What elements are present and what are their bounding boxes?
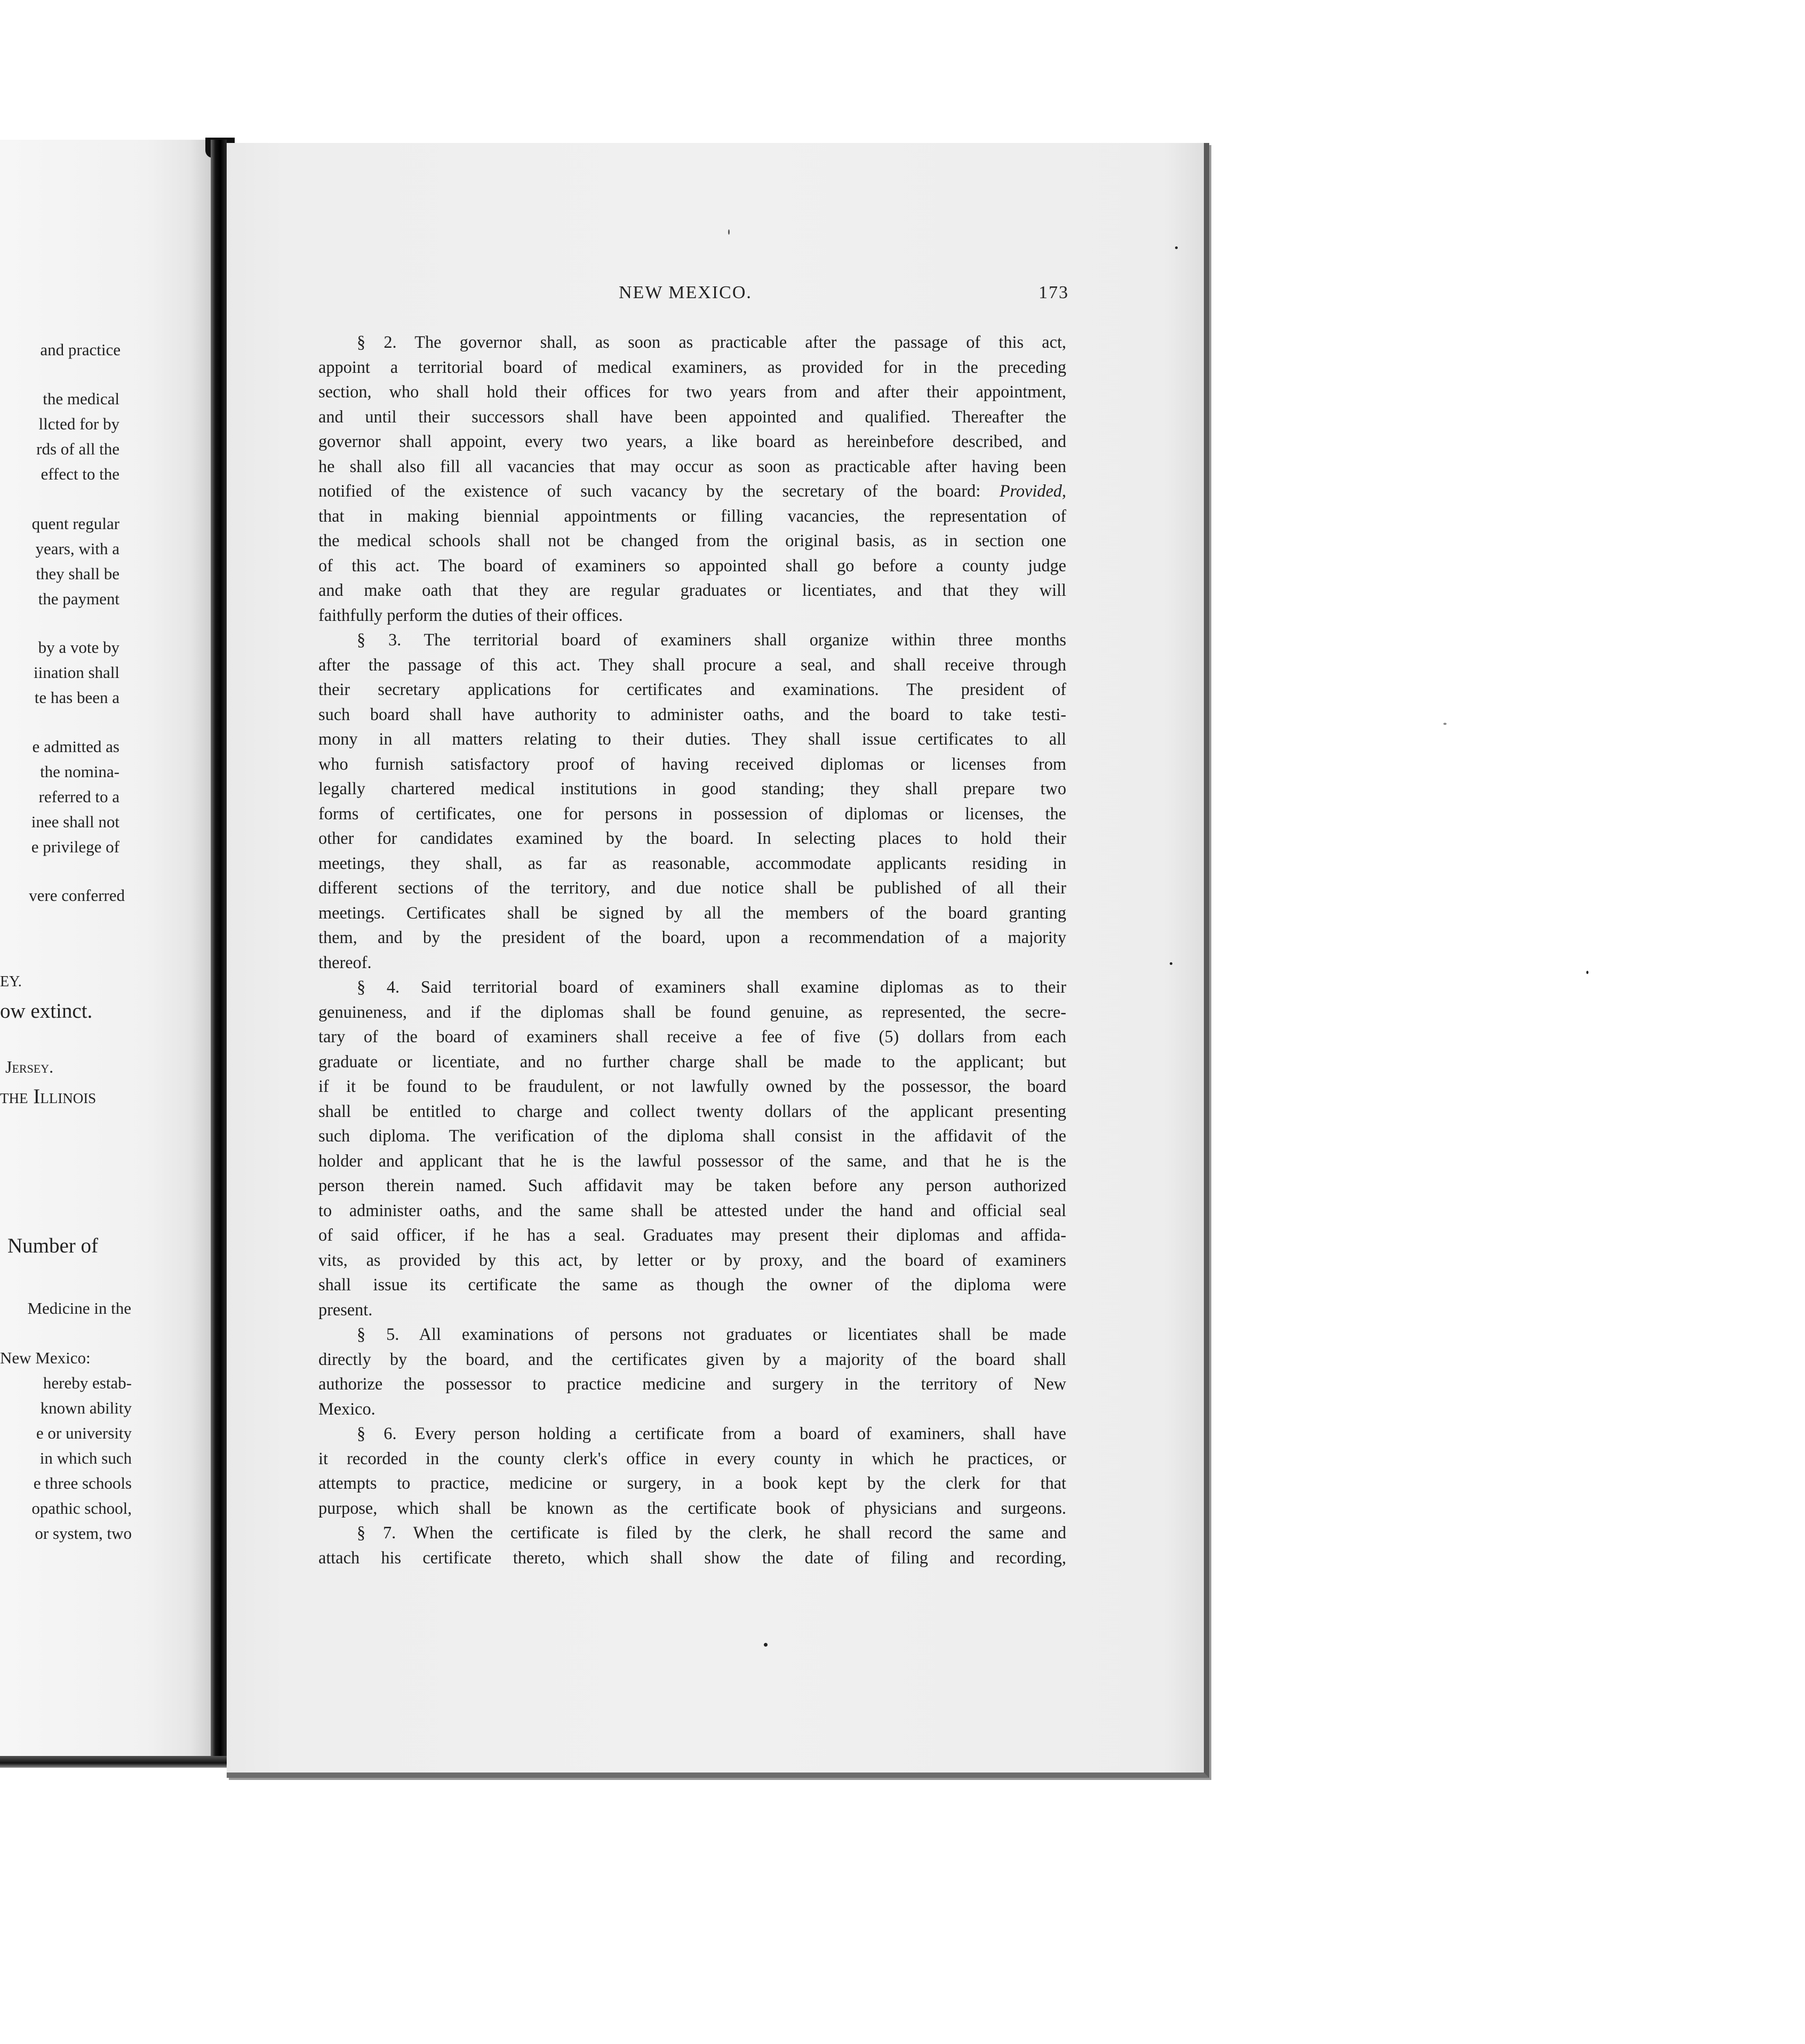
text-line: such diploma. The verification of the diploma shall consist in the affidavit of the (318, 1126, 1066, 1145)
text-line: of this act. The board of examiners so appointed shall go before a county judge (318, 555, 1066, 575)
text-line: genuineness, and if the diplomas shall be found genuine, as represented, the secre- (318, 1002, 1066, 1021)
left-page-line: Number of (7, 1234, 99, 1257)
text-line: appoint a territorial board of medical examiners, as provided for in the preceding (318, 357, 1066, 377)
left-page-line: e privilege of (31, 837, 119, 856)
text-line: them, and by the president of the board, upon a recommendation of a majority (318, 928, 1066, 947)
text-line: section, who shall hold their offices for two years from and after their appointment, (318, 382, 1066, 401)
left-page-line: quent regular (31, 514, 119, 533)
left-page-line: New Mexico: (0, 1348, 91, 1367)
italic-word: Provided, (999, 481, 1066, 500)
text-line: present. (318, 1299, 373, 1319)
text-line: after the passage of this act. They shall procure a seal, and shall receive through (318, 654, 1066, 674)
text-line: § 2. The governor shall, as soon as practicable after the passage of this act, (357, 332, 1066, 352)
text-line: authorize the possessor to practice medicine and surgery in the territory of New (318, 1374, 1066, 1393)
text-line: Mexico. (318, 1399, 376, 1418)
text-line: purpose, which shall be known as the certificate book of physicians and surgeons. (318, 1498, 1066, 1518)
left-page-line: opathic school, (31, 1499, 132, 1518)
left-page-line: the medical (43, 389, 119, 408)
text-line: § 7. When the certificate is filed by the clerk, he shall record the same and (357, 1523, 1066, 1542)
text-line: and until their successors shall have been appointed and qualified. Thereafter the (318, 406, 1066, 426)
book-page-173 (227, 143, 1209, 1778)
left-page-line: referred to a (38, 787, 119, 806)
text-line: graduate or licentiate, and no further charge shall be made to the applicant; but (318, 1051, 1066, 1071)
text-line: notified of the existence of such vacancy by the secretary of the board: Provided, (318, 481, 1066, 500)
scan-speck (1170, 962, 1172, 965)
left-page-line: the nomina- (40, 762, 119, 781)
text-line: person therein named. Such affidavit may be taken before any person authorized (318, 1176, 1066, 1195)
text-line: different sections of the territory, and due notice shall be published of all their (318, 878, 1066, 897)
text-line: thereof. (318, 952, 372, 972)
scan-speck (1175, 246, 1178, 249)
scan-speck (1586, 971, 1588, 974)
left-page-line: and practice (40, 340, 121, 359)
text-line: to administer oaths, and the same shall be attested under the hand and official seal (318, 1200, 1066, 1220)
left-page-line: ow extinct. (0, 1000, 93, 1023)
text-line: mony in all matters relating to their duties. They shall issue certificates to all (318, 729, 1066, 748)
left-page-line: hereby estab- (43, 1374, 132, 1392)
left-page-line: Jersey. (5, 1057, 54, 1076)
text-line: it recorded in the county clerk's office in every county in which he practices, or (318, 1448, 1066, 1468)
left-page-line: llcted for by (38, 414, 119, 433)
left-page-line: e three schools (33, 1474, 132, 1492)
text-line: shall be entitled to charge and collect twenty dollars of the applicant presenting (318, 1101, 1066, 1121)
text-line: and make oath that they are regular graduates or licentiates, and that they will (318, 580, 1066, 600)
text-line: § 3. The territorial board of examiners shall organize within three months (357, 630, 1066, 649)
text-line: if it be found to be fraudulent, or not lawfully owned by the possessor, the board (318, 1076, 1066, 1096)
scan-speck (764, 1643, 768, 1647)
left-page-line: e admitted as (32, 737, 119, 756)
left-page-line: e or university (36, 1424, 132, 1442)
text-line: legally chartered medical institutions in good standing; they shall prepare two (318, 779, 1066, 798)
scan-speck (728, 229, 730, 235)
text-line: holder and applicant that he is the lawful possessor of the same, and that he is the (318, 1151, 1066, 1170)
left-page-line: te has been a (34, 688, 119, 707)
text-line: attempts to practice, medicine or surgery, in a book kept by the clerk for that (318, 1473, 1066, 1492)
left-page-line: known ability (40, 1399, 132, 1417)
left-page-line: or system, two (35, 1524, 132, 1543)
text-line: directly by the board, and the certificates given by a majority of the board shall (318, 1349, 1066, 1369)
left-page-line: years, with a (35, 539, 119, 558)
text-line: § 6. Every person holding a certificate from a board of examiners, shall have (357, 1424, 1066, 1443)
text-line: vits, as provided by this act, by letter or by proxy, and the board of examiners (318, 1250, 1066, 1269)
scan-speck (1443, 723, 1447, 725)
left-page-line: rds of all the (36, 440, 119, 458)
text-line: shall issue its certificate the same as though the owner of the diploma were (318, 1275, 1066, 1294)
left-page-line: Medicine in the (27, 1299, 131, 1318)
left-page-line: the payment (38, 589, 119, 608)
running-head (227, 283, 1204, 309)
left-page-line: in which such (39, 1449, 132, 1467)
previous-page-fragment (0, 140, 211, 1764)
text-line: meetings, they shall, as far as reasonable, accommodate applicants residing in (318, 853, 1066, 873)
book-binding-gutter (211, 140, 227, 1767)
text-line: their secretary applications for certificates and examinations. The president of (318, 680, 1066, 699)
text-line: such board shall have authority to administer oaths, and the board to take testi- (318, 704, 1066, 724)
left-page-line: by a vote by (38, 638, 119, 657)
text-line: of said officer, if he has a seal. Graduates may present their diplomas and affida- (318, 1225, 1066, 1244)
page-number: 173 (1039, 283, 1069, 302)
text-line: the medical schools shall not be changed from the original basis, as in section one (318, 531, 1066, 550)
left-page-line: inee shall not (31, 812, 119, 831)
left-page-line: the Illinois (0, 1085, 97, 1108)
text-line: governor shall appoint, every two years, a like board as hereinbefore described, and (318, 432, 1066, 451)
text-line: he shall also fill all vacancies that may occur as soon as practicable after having been (318, 456, 1066, 476)
text-line: faithfully perform the duties of their offices. (318, 605, 623, 625)
text-line: that in making biennial appointments or filling vacancies, the representation of (318, 506, 1066, 525)
page-body-text (318, 330, 1066, 1570)
text-line: meetings. Certificates shall be signed by all the members of the board granting (318, 903, 1066, 922)
left-page-line: vere conferred (29, 886, 125, 905)
left-page-line: EY. (0, 973, 22, 990)
running-title: NEW MEXICO. (619, 283, 752, 302)
left-page-line: they shall be (36, 564, 119, 583)
text-line: who furnish satisfactory proof of having received diplomas or licenses from (318, 754, 1066, 773)
text-line: § 5. All examinations of persons not graduates or licentiates shall be made (357, 1324, 1066, 1344)
text-line: tary of the board of examiners shall receive a fee of five (5) dollars from each (318, 1027, 1066, 1046)
text-line: attach his certificate thereto, which shall show the date of filing and recording, (318, 1547, 1066, 1567)
text-line: § 4. Said territorial board of examiners shall examine diplomas as to their (357, 977, 1066, 996)
left-page-line: effect to the (41, 465, 119, 483)
left-page-line: iination shall (33, 663, 119, 682)
text-line: forms of certificates, one for persons in possession of diplomas or licenses, the (318, 803, 1066, 823)
text-line: other for candidates examined by the board. In selecting places to hold their (318, 828, 1066, 848)
